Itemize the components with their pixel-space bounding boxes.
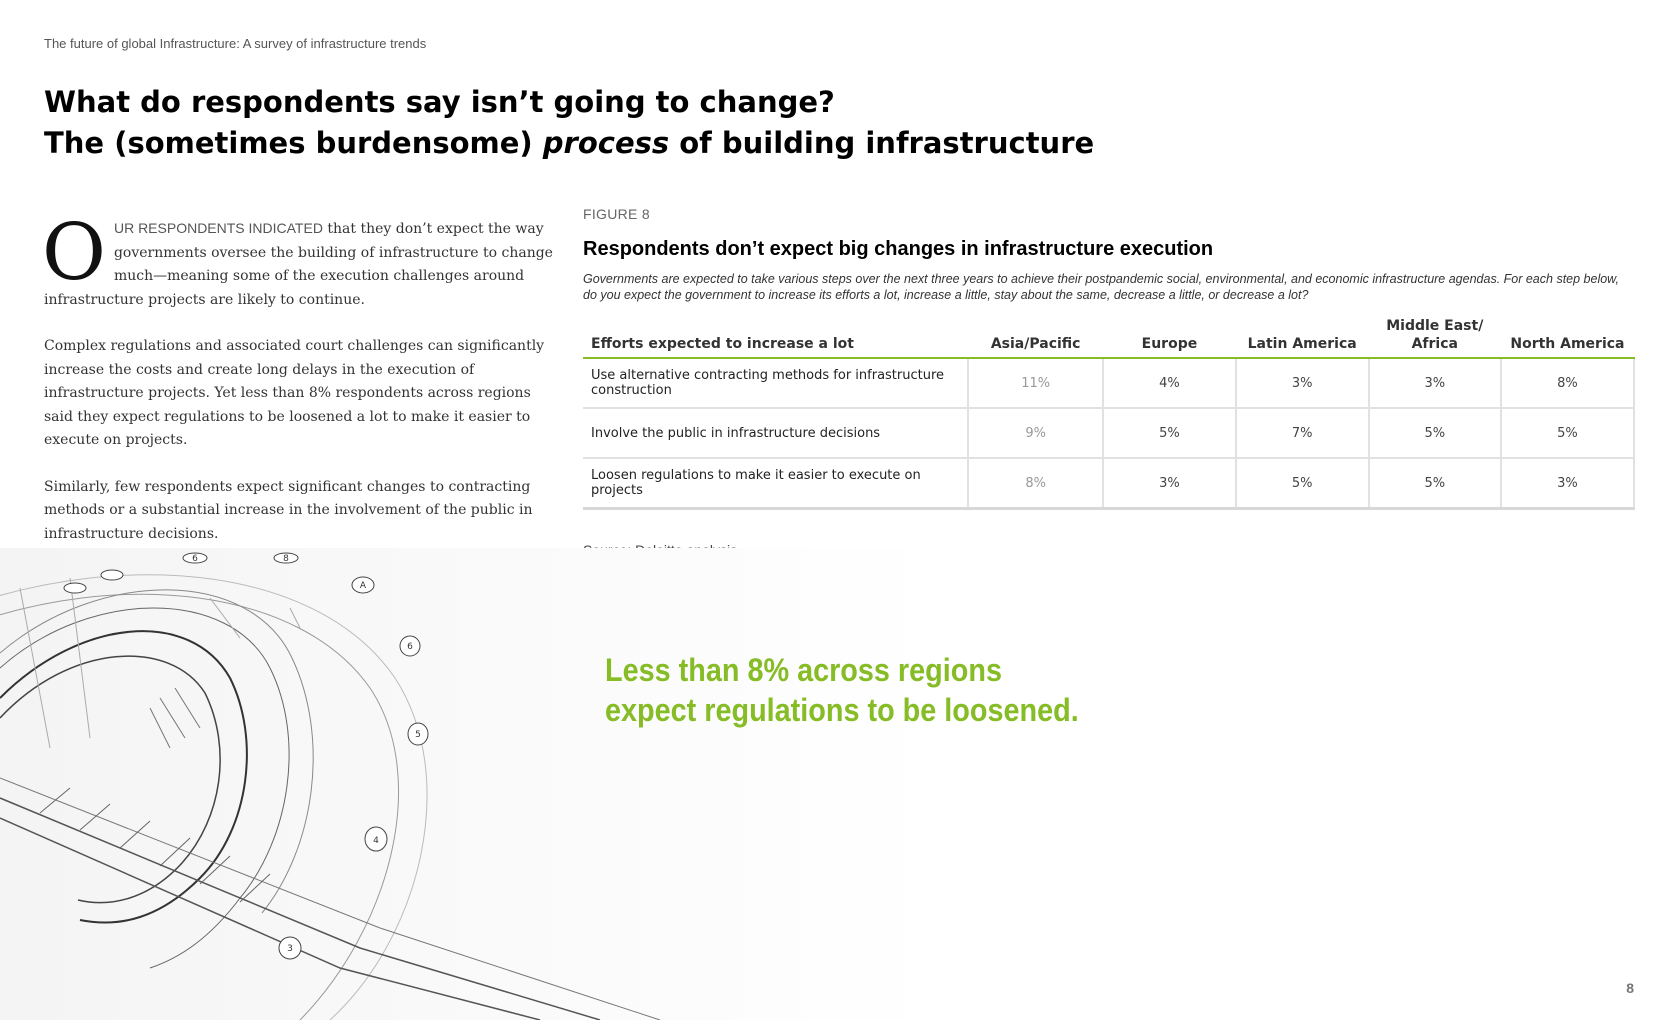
row-label: Use alternative contracting methods for infrastructure construction <box>583 358 968 408</box>
body-paragraph-1 <box>42 208 564 312</box>
lead-in-smallcaps: UR RESPONDENTS INDICATED <box>113 220 323 236</box>
table-cell: 8% <box>1501 358 1634 408</box>
headline-line-2-emphasis: process <box>542 126 670 160</box>
headline-line-2-end: of building infrastructure <box>669 126 1095 160</box>
table-cell: 5% <box>1501 408 1634 458</box>
column-header: Asia/Pacific <box>968 311 1103 358</box>
svg-text:3: 3 <box>287 944 293 954</box>
figure-title: Respondents don’t expect big changes in infrastructure execution <box>583 238 1214 260</box>
body-paragraph-2: Complex regulations and associated court challenges can significantly increase the costs and create long delays in the execution of infrastructure projects. Yet less than 8% respondents across regions said they expect regulations to be loosened a lot to make it easier to execute on projects. <box>44 338 545 448</box>
table-cell: 3% <box>1501 458 1634 509</box>
table-cell: 3% <box>1369 358 1501 408</box>
table-cell: 5% <box>1369 458 1501 509</box>
svg-text:4: 4 <box>373 836 379 846</box>
figure-description: Governments are expected to take various steps over the next three years to achieve their postpandemic social, environmental, and economic infrastructure agendas. For each step below, do you expect the government to increase its efforts a lot, increase a little, stay about the same, decrease a little, or decrease a lot? <box>583 272 1619 302</box>
column-header: Europe <box>1103 311 1235 358</box>
svg-text:8: 8 <box>283 554 289 564</box>
svg-text:6: 6 <box>407 642 413 652</box>
column-header: Latin America <box>1236 311 1369 358</box>
table-cell: 3% <box>1236 358 1369 408</box>
column-header: Middle East/ Africa <box>1369 311 1501 358</box>
body-text-column <box>42 208 564 569</box>
table-cell: 7% <box>1236 408 1369 458</box>
table-cell: 5% <box>1369 408 1501 458</box>
running-head: The future of global Infrastructure: A survey of infrastructure trends <box>44 36 427 51</box>
page-headline <box>44 82 1094 164</box>
table-row <box>583 358 1634 408</box>
row-label: Loosen regulations to make it easier to execute on projects <box>583 458 968 509</box>
data-table <box>583 311 1635 510</box>
svg-text:5: 5 <box>415 730 421 740</box>
table-cell: 5% <box>1103 408 1235 458</box>
row-label: Involve the public in infrastructure decisions <box>583 408 968 458</box>
drop-cap: O <box>42 208 106 298</box>
figure-label: FIGURE 8 <box>583 206 650 222</box>
page-number: 8 <box>1626 980 1634 996</box>
table-cell: 9% <box>968 408 1103 458</box>
svg-text:A: A <box>359 581 367 591</box>
paragraph-1-text: that they don’t expect the way governments oversee the building of infrastructure to change much—meaning some of the execution challenges around infrastructure projects are likely to continue. <box>44 221 553 308</box>
svg-text:6: 6 <box>192 554 198 564</box>
table-row <box>583 408 1634 458</box>
row-header-label: Efforts expected to increase a lot <box>583 311 968 358</box>
table-cell: 5% <box>1236 458 1369 509</box>
headline-line-2-start: The (sometimes burdensome) <box>44 126 543 160</box>
table-cell: 8% <box>968 458 1103 509</box>
blueprint-illustration <box>0 548 940 1020</box>
table-cell: 3% <box>1103 458 1235 509</box>
table-cell: 11% <box>968 358 1103 408</box>
table-cell: 4% <box>1103 358 1235 408</box>
figure-8 <box>583 206 1635 558</box>
column-header: North America <box>1501 311 1634 358</box>
body-paragraph-3: Similarly, few respondents expect significant changes to contracting methods or a substantial increase in the involvement of the public in infrastructure decisions. <box>44 478 533 542</box>
table-row <box>583 458 1634 509</box>
pull-quote <box>605 650 1079 730</box>
pull-quote-line-1: Less than 8% across regions <box>605 652 1002 688</box>
headline-line-1: What do respondents say isn’t going to change? <box>44 85 835 119</box>
table-header-row <box>583 311 1634 358</box>
pull-quote-line-2: expect regulations to be loosened. <box>605 692 1079 728</box>
